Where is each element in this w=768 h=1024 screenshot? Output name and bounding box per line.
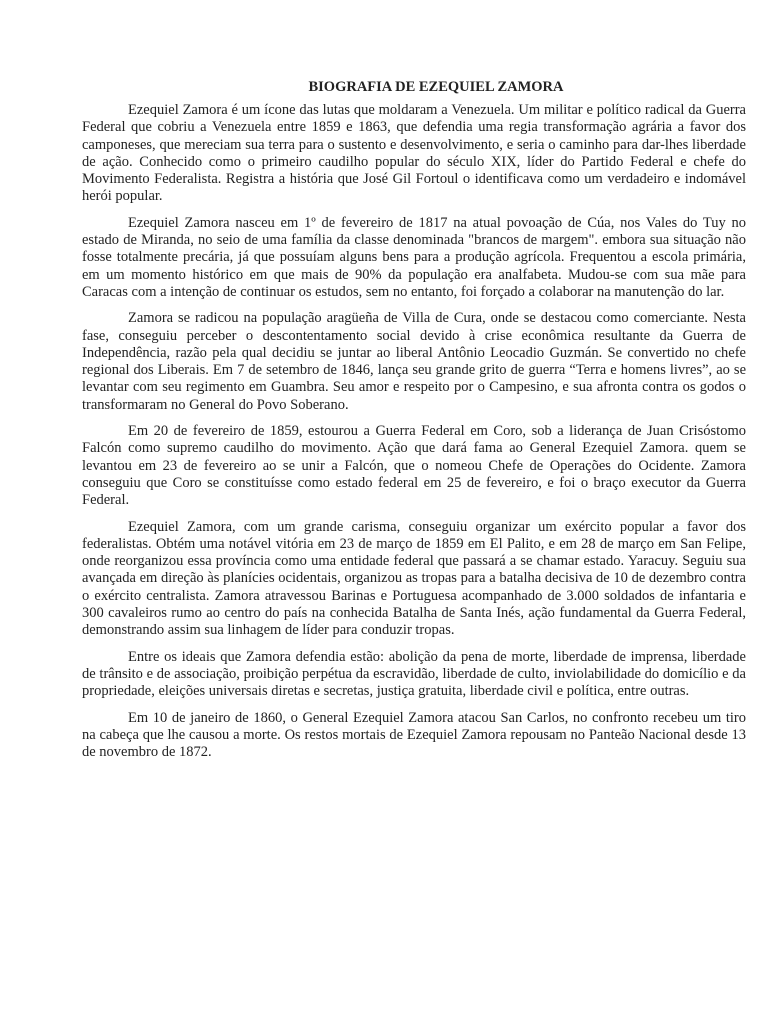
paragraph-death: Em 10 de janeiro de 1860, o General Ezequiel Zamora atacou San Carlos, no confronto recebeu um tiro na cabeça que lhe causou a morte. Os restos mortais de Ezequiel Zamora repousam no Panteão Nacional desde 13 de novembro de 1872. [82, 709, 746, 761]
paragraph-campaign: Ezequiel Zamora, com um grande carisma, conseguiu organizar um exército popular a favor dos federalistas. Obtém uma notável vitória em 23 de março de 1859 em El Palito, e em 28 de março em San Felipe, onde reorganizou essa província como uma entidade federal que passará a se chamar estado. Yaracuy. Seguiu sua avançada em direção às planícies ocidentais, organizou as tropas para a batalha decisiva de 10 de dezembro contra o exército centralista. Zamora atravessou Barinas e Portuguesa acompanhado de 3.000 soldados de infantaria e 300 cavaleiros rumo ao centro do país na conhecida Batalha de Santa Inés, ação fundamental da Guerra Federal, demonstrando assim sua linhagem de líder para conduzir tropas. [82, 518, 746, 639]
paragraph-birth: Ezequiel Zamora nasceu em 1º de fevereiro de 1817 na atual povoação de Cúa, nos Vales do Tuy no estado de Miranda, no seio de uma família da classe denominada "brancos de margem". embora sua situação não fosse totalmente precária, já que possuíam alguns bens para a produção agrícola. Frequentou a escola primária, em um momento histórico em que mais de 90% da população era analfabeta. Mudou-se com sua mãe para Caracas com a intenção de continuar os estudos, sem no entanto, foi forçado a colaborar na manutenção do lar. [82, 214, 746, 300]
paragraph-ideals: Entre os ideais que Zamora defendia estão: abolição da pena de morte, liberdade de imprensa, liberdade de trânsito e de associação, proibição perpétua da escravidão, liberdade de culto, inviolabilidade do domicílio e da propriedade, eleições universais diretas e secretas, justiça gratuita, liberdade civil e política, entre outras. [82, 648, 746, 700]
paragraph-intro: Ezequiel Zamora é um ícone das lutas que moldaram a Venezuela. Um militar e político radical da Guerra Federal que cobriu a Venezuela entre 1859 e 1863, que defendia uma regia transformação agrária a favor dos camponeses, que mereciam sua terra para o sustento e desenvolvimento, e seria o caminho para dar-lhes liberdade de ação. Conhecido como o primeiro caudilho popular do século XIX, líder do Partido Federal e chefe do Movimento Federalista. Registra a história que José Gil Fortoul o identificava como um verdadeiro e indomável herói popular. [82, 102, 746, 205]
paragraph-guerra-federal: Em 20 de fevereiro de 1859, estourou a Guerra Federal em Coro, sob a liderança de Juan Crisóstomo Falcón como supremo caudilho do movimento. Ação que dará fama ao General Ezequiel Zamora. quem se levantou em 23 de fevereiro ao se unir a Falcón, que o nomeou Chefe de Operações do Ocidente. Zamora conseguiu que Coro se constituísse como estado federal em 25 de fevereiro, e foi o braço executor da Guerra Federal. [82, 423, 746, 509]
paragraph-villa-de-cura: Zamora se radicou na população aragüeña de Villa de Cura, onde se destacou como comerciante. Nesta fase, conseguiu perceber o descontentamento social devido à crise econômica resultante da Guerra de Independência, razão pela qual decidiu se juntar ao liberal Antônio Leocadio Guzmán. Se convertido no chefe regional dos Liberais. Em 7 de setembro de 1846, lança seu grande grito de guerra “Terra e homens livres”, ao se levantar com seu regimento em Guambra. Seu amor e respeito por o Campesino, e sua afronta contra os godos o transformaram no General do Povo Soberano. [82, 310, 746, 413]
document-title: BIOGRAFIA DE EZEQUIEL ZAMORA [308, 79, 564, 95]
